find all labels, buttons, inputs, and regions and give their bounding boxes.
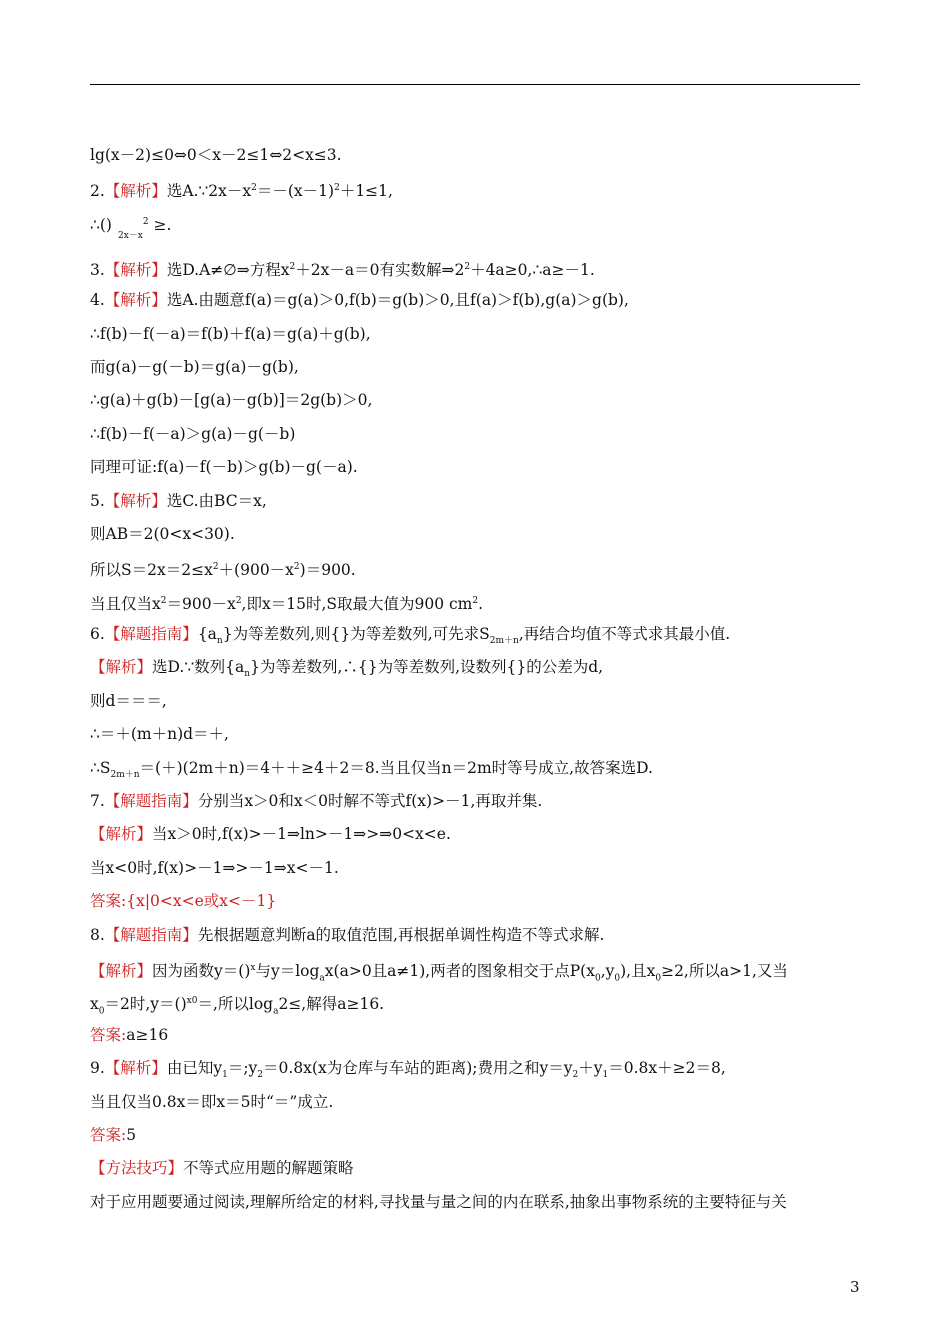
text-segment: 2. bbox=[90, 182, 105, 201]
text-line bbox=[90, 689, 865, 722]
label-tag: 【解题指南】 bbox=[104, 925, 198, 944]
text-line bbox=[90, 176, 865, 209]
label-tag: 【解题指南】 bbox=[104, 625, 198, 644]
text-segment: ＝,所以log bbox=[197, 995, 274, 1014]
text-segment: 所以S＝2x＝2≤x bbox=[90, 561, 213, 580]
text-line bbox=[90, 589, 865, 622]
text-segment: 由已知y bbox=[166, 1059, 223, 1078]
text-segment: ＝;y bbox=[227, 1059, 258, 1078]
text-segment: 7. bbox=[90, 792, 105, 811]
text-segment: a bbox=[319, 973, 325, 984]
text-segment: 5. bbox=[90, 491, 105, 510]
text-segment: ),且x bbox=[620, 962, 656, 981]
text-segment: 8. bbox=[90, 925, 105, 944]
text-segment: 不等式应用题的解题策略 bbox=[183, 1159, 354, 1178]
text-segment: 0 bbox=[655, 973, 662, 984]
text-segment: 选C.由BC＝x, bbox=[166, 491, 267, 510]
text-line bbox=[90, 489, 865, 522]
text-segment: 当且仅当x bbox=[90, 594, 161, 613]
label-tag: 【解析】 bbox=[104, 260, 167, 279]
text-segment: ＋y bbox=[578, 1059, 603, 1078]
text-segment: 2 bbox=[289, 261, 296, 272]
text-line bbox=[90, 143, 865, 176]
text-segment: 2 bbox=[257, 1070, 264, 1081]
text-segment: n bbox=[244, 669, 251, 680]
text-segment: 2 bbox=[572, 1070, 579, 1081]
label-tag: 【解析】 bbox=[90, 962, 153, 981]
text-line bbox=[90, 923, 865, 956]
text-segment: 2 bbox=[212, 562, 219, 573]
text-segment: 选A.由题意f(a)＝g(a)＞0,f(b)＝g(b)＞0,且f(a)＞f(b),g(a)＞g(b), bbox=[166, 291, 629, 310]
text-line bbox=[90, 355, 865, 388]
text-segment: 2m＋n bbox=[110, 769, 140, 780]
text-line bbox=[90, 210, 865, 255]
text-segment: 2≤,解得a≥16. bbox=[278, 995, 385, 1014]
text-line bbox=[90, 1156, 865, 1189]
text-line bbox=[90, 388, 865, 421]
text-line bbox=[90, 1190, 865, 1223]
text-segment: ≥2,所以a>1,又当 bbox=[661, 962, 788, 981]
text-segment: 2m＋n bbox=[489, 636, 519, 647]
label-tag: 【解析】 bbox=[90, 825, 153, 844]
text-segment: 5 bbox=[126, 1125, 137, 1144]
text-segment: x bbox=[250, 962, 256, 973]
label-tag: 【方法技巧】 bbox=[90, 1159, 184, 1178]
text-segment: ,y bbox=[600, 962, 615, 981]
text-segment: 2 bbox=[251, 183, 257, 194]
text-segment: 当x＞0时,f(x)>－1⇒ln>－1⇒>⇒0<x<e. bbox=[152, 825, 451, 844]
text-segment: ,即x＝15时,S取最大值为900 cm bbox=[241, 594, 473, 613]
text-line bbox=[90, 856, 865, 889]
text-segment: ＝2时,y＝() bbox=[104, 995, 187, 1014]
text-segment: 则AB＝2(0<x<30). bbox=[90, 524, 235, 543]
text-segment: 9. bbox=[90, 1059, 105, 1078]
header-rule bbox=[90, 84, 860, 85]
text-segment: }为等差数列,∴{}为等差数列,设数列{}的公差为d, bbox=[250, 658, 604, 677]
text-line bbox=[90, 255, 865, 288]
text-line bbox=[90, 1090, 865, 1123]
label-tag: 【解题指南】 bbox=[104, 792, 198, 811]
text-segment: 2 bbox=[334, 183, 340, 194]
text-segment: 2 bbox=[142, 216, 149, 227]
text-segment: ∴＝＋(m＋n)d＝＋, bbox=[90, 725, 229, 744]
text-line bbox=[90, 722, 865, 755]
text-segment: 2 bbox=[472, 595, 479, 606]
label-tag: 答案: bbox=[90, 1025, 127, 1044]
text-segment: ＝－(x－1) bbox=[256, 182, 335, 201]
text-segment: a≥16 bbox=[126, 1025, 169, 1044]
text-segment: ∴() bbox=[90, 215, 112, 234]
text-segment: }为等差数列,则{}为等差数列,可先求S bbox=[222, 625, 490, 644]
text-line bbox=[90, 1123, 865, 1156]
text-line bbox=[90, 956, 865, 989]
text-segment: ＋4a≥0,∴a≥－1. bbox=[470, 260, 595, 279]
text-line bbox=[90, 522, 865, 555]
text-segment: lg(x－2)≤0⇔0＜x－2≤1⇔2<x≤3. bbox=[90, 146, 342, 164]
text-line bbox=[90, 989, 865, 1022]
text-segment: ≥. bbox=[148, 215, 172, 234]
text-segment: 选A.∵2x－x bbox=[166, 182, 252, 201]
text-segment: ＋(900－x bbox=[218, 561, 294, 580]
label-tag: 【解析】 bbox=[104, 1059, 167, 1078]
text-segment: 2 bbox=[293, 562, 300, 573]
text-segment: ＝900－x bbox=[166, 594, 236, 613]
text-segment: ∴S bbox=[90, 758, 111, 777]
text-segment: 2 bbox=[160, 595, 167, 606]
text-segment: ∴f(b)－f(－a)＞g(a)－g(－b) bbox=[90, 424, 296, 443]
text-segment: 当且仅当0.8x＝即x＝5时“＝”成立. bbox=[90, 1092, 334, 1111]
text-segment: 0 bbox=[98, 1006, 105, 1017]
text-segment: 6. bbox=[90, 625, 105, 644]
text-segment: x bbox=[90, 995, 99, 1014]
document-body bbox=[90, 143, 865, 1223]
text-line bbox=[90, 756, 865, 789]
text-segment: {a bbox=[197, 625, 217, 644]
text-segment: 0 bbox=[614, 973, 621, 984]
label-tag: 【解析】 bbox=[90, 658, 153, 677]
text-segment: a bbox=[273, 1006, 279, 1017]
label-tag: 【解析】 bbox=[104, 291, 167, 310]
text-line bbox=[90, 288, 865, 321]
text-segment: 2 bbox=[235, 595, 242, 606]
text-segment: 1 bbox=[602, 1070, 609, 1081]
text-segment: ＝0.8x(x为仓库与车站的距离);费用之和y＝y bbox=[263, 1059, 573, 1078]
text-segment: . bbox=[478, 594, 484, 613]
text-line bbox=[90, 889, 865, 922]
text-segment: 因为函数y＝() bbox=[152, 962, 251, 981]
text-segment: 则d＝＝＝, bbox=[90, 691, 167, 710]
text-segment: 选D.∵数列{a bbox=[152, 658, 245, 677]
text-segment: 分别当x＞0和x＜0时解不等式f(x)>－1,再取并集. bbox=[197, 792, 543, 811]
text-segment: ＋2x－a＝0有实数解⇒2 bbox=[295, 260, 465, 279]
text-segment: ∴f(b)－f(－a)＝f(b)＋f(a)＝g(a)＋g(b), bbox=[90, 324, 371, 343]
text-line bbox=[90, 455, 865, 488]
text-segment: 与y＝log bbox=[255, 962, 320, 981]
text-segment: x0 bbox=[186, 996, 198, 1007]
text-segment: n bbox=[216, 636, 223, 647]
text-segment: ∴g(a)＋g(b)－[g(a)－g(b)]＝2g(b)＞0, bbox=[90, 391, 373, 410]
text-line bbox=[90, 789, 865, 822]
text-line bbox=[90, 655, 865, 688]
text-segment: 当x<0时,f(x)>－1⇒>－1⇒x<－1. bbox=[90, 858, 339, 877]
text-segment: )＝900. bbox=[299, 561, 356, 580]
text-segment: 对于应用题要通过阅读,理解所给定的材料,寻找量与量之间的内在联系,抽象出事物系统的主要特征与关 bbox=[90, 1192, 787, 1211]
text-line bbox=[90, 822, 865, 855]
text-line bbox=[90, 422, 865, 455]
text-line bbox=[90, 1023, 865, 1056]
label-tag: 【解析】 bbox=[104, 491, 167, 510]
text-segment: 4. bbox=[90, 291, 105, 310]
text-segment: 1 bbox=[222, 1070, 228, 1081]
text-segment: x(a>0且a≠1),两者的图象相交于点P(x bbox=[324, 962, 595, 981]
text-segment: 选D.A≠∅⇒方程x bbox=[166, 260, 290, 279]
text-segment: ,再结合均值不等式求其最小值. bbox=[518, 625, 731, 644]
text-line bbox=[90, 1056, 865, 1089]
text-segment: ＝(＋)(2m＋n)＝4＋＋≥4＋2＝8.当且仅当n＝2m时等号成立,故答案选D. bbox=[139, 758, 653, 777]
text-line bbox=[90, 555, 865, 588]
label-tag: 答案: bbox=[90, 1125, 127, 1144]
text-segment: 而g(a)－g(－b)＝g(a)－g(b), bbox=[90, 357, 299, 376]
text-segment: 2 bbox=[464, 261, 471, 272]
text-segment: ＋1≤1, bbox=[339, 182, 393, 201]
text-line bbox=[90, 622, 865, 655]
text-segment: 2x－x bbox=[117, 230, 143, 241]
label-tag: 【解析】 bbox=[104, 182, 167, 201]
text-segment: 3. bbox=[90, 260, 105, 279]
text-segment: 先根据题意判断a的取值范围,再根据单调性构造不等式求解. bbox=[197, 925, 605, 944]
text-line bbox=[90, 322, 865, 355]
text-segment: 0 bbox=[594, 973, 601, 984]
text-segment: ＝0.8x＋≥2＝8, bbox=[608, 1059, 726, 1078]
text-segment: 同理可证:f(a)－f(－b)＞g(b)－g(－a). bbox=[90, 458, 358, 477]
page-number: 3 bbox=[850, 1278, 860, 1296]
label-tag: 答案:{x|0<x<e或x<－1} bbox=[90, 892, 277, 911]
